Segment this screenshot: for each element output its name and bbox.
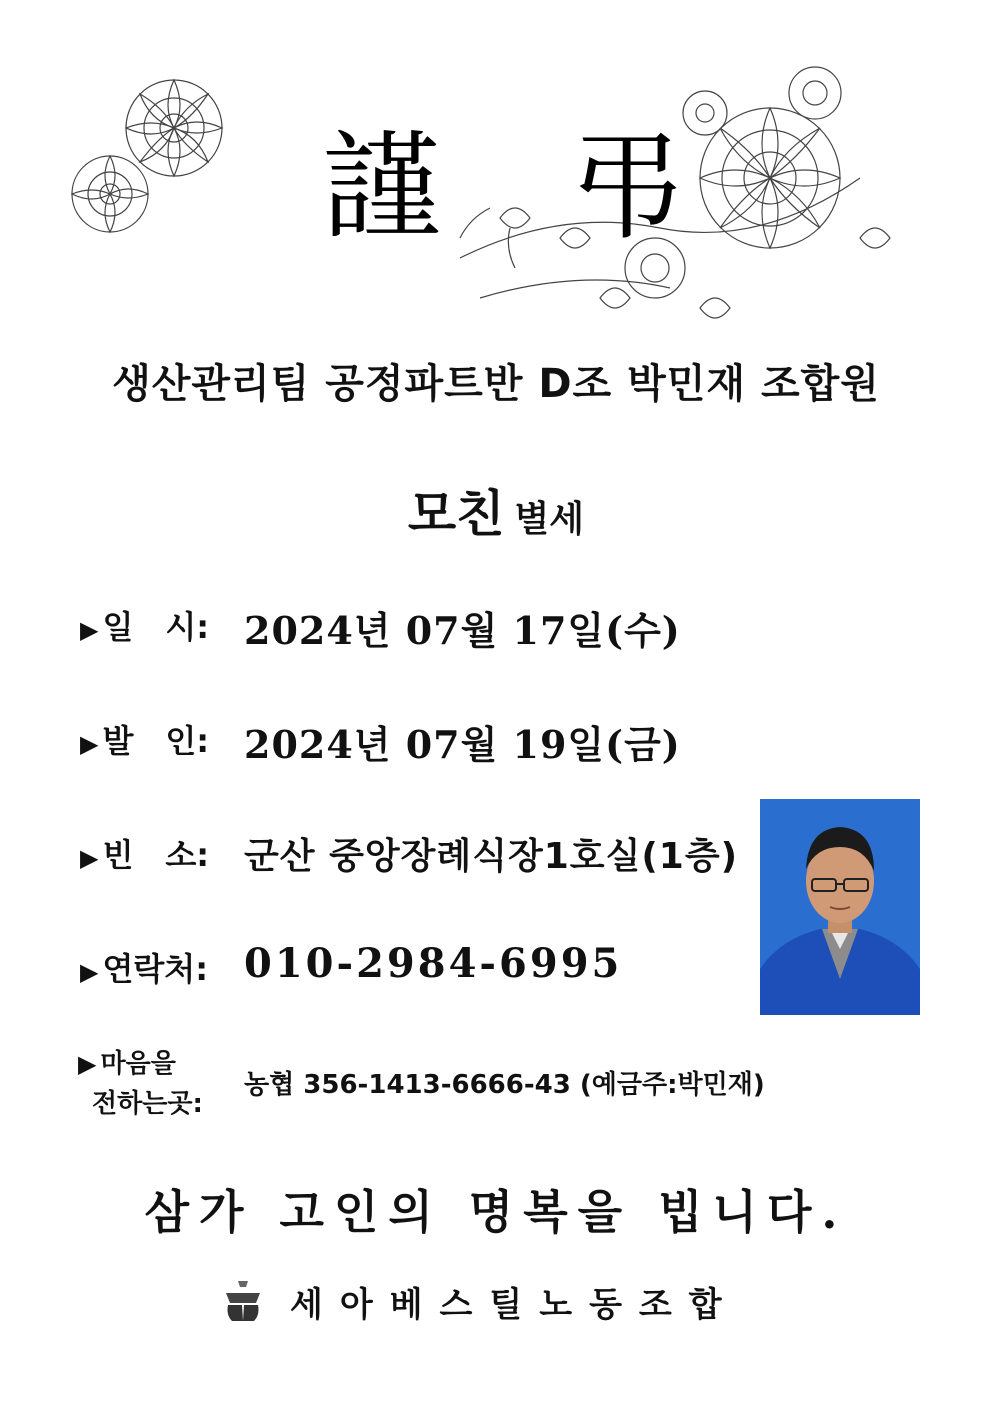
arrow-right-icon: ▶	[80, 844, 99, 872]
detail-label-date: ▶ 일 시:	[80, 608, 210, 646]
detail-value-venue: 군산 중앙장례식장1호실(1층)	[244, 836, 739, 877]
union-logo-icon	[222, 1279, 264, 1323]
donation-account: 농협 356-1413-6666-43 (예금주:박민재)	[244, 1070, 765, 1100]
chrysanthemum-left-decoration	[66, 66, 244, 236]
arrow-right-icon: ▶	[78, 1050, 97, 1078]
union-footer	[222, 1276, 782, 1326]
detail-value-date: 2024년 07월 17일(수)	[244, 608, 681, 653]
mourning-heading	[0, 474, 992, 546]
member-portrait-photo	[760, 799, 920, 1015]
condolence-message: 삼가 고인의 명복을 빕니다.	[144, 1185, 848, 1239]
event-text: 별세	[514, 499, 585, 540]
union-name: 세아베스틸노동조합	[290, 1284, 739, 1325]
detail-label-funeral: ▶ 발 인:	[80, 722, 210, 760]
detail-value-funeral: 2024년 07월 19일(금)	[244, 722, 681, 767]
title-character-1: 謹	[322, 118, 441, 256]
detail-value-contact: 010-2984-6995	[244, 940, 623, 987]
detail-label-venue: ▶ 빈 소:	[80, 836, 210, 874]
title-character-2: 弔	[568, 118, 687, 256]
detail-label-contact: ▶ 연락처:	[80, 950, 209, 988]
arrow-right-icon: ▶	[80, 616, 99, 644]
donation-label: ▶ 마음을 전하는곳:	[78, 1049, 203, 1119]
relation-text: 모친	[407, 485, 505, 543]
arrow-right-icon: ▶	[80, 958, 99, 986]
arrow-right-icon: ▶	[80, 730, 99, 758]
member-info-subtitle: 생산관리팀 공정파트반 D조 박민재 조합원	[112, 361, 880, 407]
